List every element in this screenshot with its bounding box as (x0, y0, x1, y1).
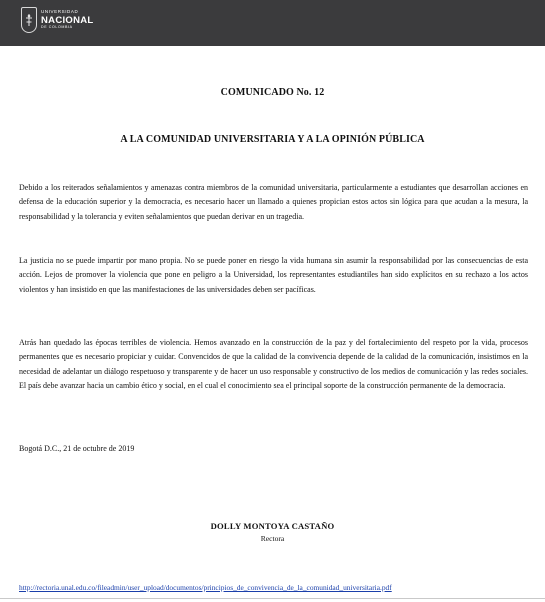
logo-line-1: UNIVERSIDAD (41, 9, 79, 15)
divider (0, 598, 545, 599)
document-subheading: A LA COMUNIDAD UNIVERSITARIA Y A LA OPINIÓN PÚBLICA (120, 134, 425, 145)
signature-name: DOLLY MONTOYA CASTAÑO (210, 521, 335, 531)
logo-line-3: DE COLOMBIA (41, 25, 73, 30)
logo-line-2: NACIONAL (41, 14, 94, 26)
header-bar (0, 0, 545, 46)
paragraph-1: Debido a los reiterados señalamientos y amenazas contra miembros de la comunidad universitaria, particularmente a estudiantes que desarrollan acciones en defensa de la educación superior y la democracia, es necesario hacer un llamado a quienes propician estos actos sin lógica para que acudan a la mesura, la responsabilidad y la tolerancia y eviten señalamientos que puedan derivar en un tragedia. (19, 183, 528, 221)
document-heading: COMUNICADO No. 12 (220, 87, 325, 98)
document-date: Bogotá D.C., 21 de octubre de 2019 (19, 444, 135, 453)
university-logo[interactable] (21, 7, 94, 33)
paragraph-2: La justicia no se puede impartir por mano propia. No se puede poner en riesgo la vida humana sin asumir la responsabilidad por las consecuencias de esta acción. Lejos de promover la violencia que pone en peligro a la Universidad, los representantes estudiantiles han sido explícitos en su rechazo a los actos violentos y han insistido en que las manifestaciones de las universidades deben ser pacíficas. (19, 256, 528, 294)
paragraph-3: Atrás han quedado las épocas terribles de violencia. Hemos avanzado en la construcción de la paz y del fortalecimiento del respeto por la vida, procesos permanentes que es necesario propiciar y cuidar. Convencidos de que la calidad de la convivencia depende de la calidad de la comunicación, insistimos en la necesidad de adelantar un diálogo respetuoso y transparente y de hacer un uso responsable y constructivo de los medios de comunicación y las redes sociales. El país debe avanzar hacia un cambio ético y social, en el cual el conocimiento sea el principal soporte de la construcción permanente de la democracia. (19, 338, 528, 390)
shield-icon (21, 7, 37, 33)
signature-role: Rectora (260, 534, 285, 543)
logo-wordmark (41, 10, 94, 30)
document-link[interactable]: http://rectoria.unal.edu.co/fileadmin/user_upload/documentos/principios_de_convivencia_de_la_comunidad_universitaria.pdf (19, 583, 392, 592)
